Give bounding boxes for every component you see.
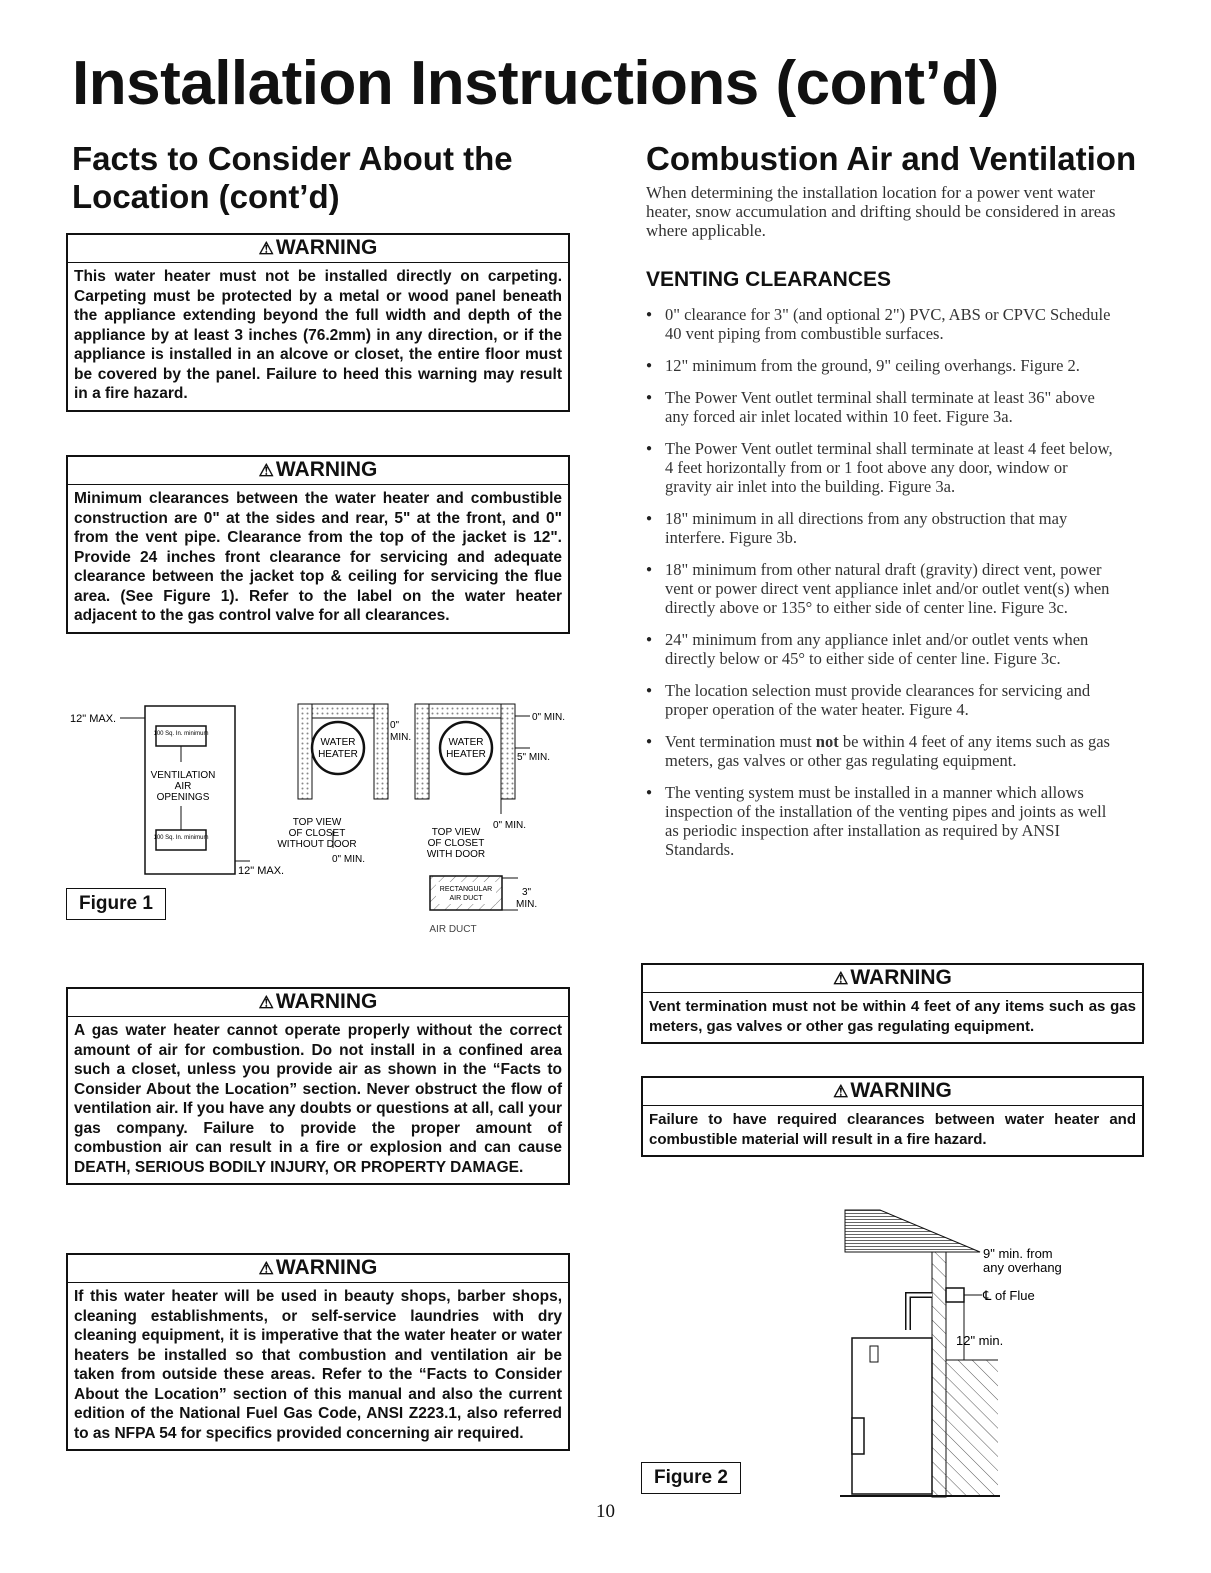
water-heater-circle-2 bbox=[440, 722, 492, 774]
heater-label-2: HEATER bbox=[318, 749, 358, 760]
warning-text: A gas water heater cannot operate properly without the correct amount of air for combustion. Do not install in a confined area such a closet, unless you provide air as shown in the “Facts to Consider About the Location” section. Never obstruct the flow of ventilation air. If you have any doubts or questions at all, call your gas company. Failure to provide the proper amount of combustion air can result in a fire or explosion and can cause DEATH, SERIOUS BODILY INJURY, OR PROPERTY DAMAGE. bbox=[74, 1022, 562, 1176]
duct-label-2: AIR DUCT bbox=[449, 895, 483, 902]
ground bbox=[946, 1360, 998, 1497]
list-item: ● 12" minimum from the ground, 9" ceiling overhangs. Figure 2. bbox=[646, 356, 1116, 375]
warning-box-fire-hazard bbox=[641, 1076, 1144, 1157]
warning-heading: ⚠WARNING bbox=[643, 965, 1142, 993]
list-item: ● The venting system must be installed in a manner which allows inspection of the installation of the venting pipes and joints as well as periodic inspection after installation as required by ANSI Standards. bbox=[646, 783, 1116, 859]
closet-wall-left bbox=[298, 704, 312, 799]
left-section-title: Facts to Consider About the Location (cont’d) bbox=[72, 140, 513, 215]
vent-box-top-label: 100 Sq. In. minimum bbox=[153, 731, 209, 737]
vent-text-3: OPENINGS bbox=[156, 792, 210, 803]
min-0-right: 0" MIN. bbox=[532, 712, 565, 723]
warning-box-combustion-air bbox=[66, 987, 570, 1185]
warning-text: Minimum clearances between the water heater and combustible construction are 0" at the sides and rear, 5" at the front, and 0" from the vent pipe. Clearance from the top of the jacket is 12". Provide 24 inches front clearance for servicing and adequate clearance between the jacket top & ceiling for servicing the flue area. (See Figure 1). Refer to the label on the water heater adjacent to the gas control valve for all clearances. bbox=[74, 490, 562, 624]
warning-text: If this water heater will be used in beauty shops, barber shops, cleaning establishments, or self-service laundries with dry cleaning equipment, it is imperative that the water heater or water heaters be installed so that combustion and ventilation air be taken from outside these areas. Refer to the “Facts to Consider About the Location” section of this manual and also the current edition of the National Fuel Gas Code, ANSI Z223.1, also referred to as NFPA 54 for specifics provided concerning air required. bbox=[74, 1288, 562, 1442]
flue-label: ℄ of Flue bbox=[983, 1288, 1035, 1303]
roof-overhang bbox=[845, 1210, 980, 1252]
warning-triangle-icon: ⚠ bbox=[833, 969, 849, 988]
list-item: ● 24" minimum from any appliance inlet and/or outlet vents when directly below or 45° to either side of center line. Figure 3c. bbox=[646, 630, 1116, 668]
figure-2-diagram bbox=[840, 1200, 1140, 1500]
overhang-label-2: any overhang bbox=[983, 1260, 1062, 1275]
caption-right-2: OF CLOSET bbox=[427, 838, 485, 849]
caption-right-3: WITH DOOR bbox=[426, 849, 486, 860]
list-item: ● 0" clearance for 3" (and optional 2") PVC, ABS or CPVC Schedule 40 vent piping from combustible surfaces. bbox=[646, 305, 1116, 343]
heater2-label-1: WATER bbox=[448, 737, 484, 748]
warning-box-clearances bbox=[66, 455, 570, 634]
min-5: 5" MIN. bbox=[517, 752, 550, 763]
ground-clearance-label: 12" min. bbox=[956, 1333, 1004, 1348]
vent-box-bottom-label: 100 Sq. In. minimum bbox=[153, 835, 209, 841]
warning-triangle-icon: ⚠ bbox=[258, 461, 274, 480]
heater2-label-2: HEATER bbox=[446, 749, 486, 760]
closet-wall-right bbox=[374, 704, 388, 799]
list-item: ● The Power Vent outlet terminal shall terminate at least 36" above any forced air inlet located within 10 feet. Figure 3a. bbox=[646, 388, 1116, 426]
warning-heading: ⚠WARNING bbox=[643, 1078, 1142, 1106]
warning-heading: ⚠WARNING bbox=[68, 989, 568, 1017]
warning-triangle-icon: ⚠ bbox=[258, 239, 274, 258]
warning-triangle-icon: ⚠ bbox=[258, 993, 274, 1012]
intro-paragraph: When determining the installation location for a power vent water heater, snow accumulation and drifting should be considered in areas where applicable. bbox=[646, 183, 1116, 240]
bottom-max-label: 12" MAX. bbox=[238, 865, 285, 877]
closet2-wall-top bbox=[415, 704, 515, 718]
vent-text-2: AIR bbox=[174, 781, 192, 792]
warning-text: Failure to have required clearances between water heater and combustible material will result in a fire hazard. bbox=[649, 1111, 1136, 1148]
page-title: Installation Instructions (cont’d) bbox=[72, 49, 999, 118]
warning-text: This water heater must not be installed directly on carpeting. Carpeting must be protected by a metal or wood panel beneath the appliance extending beyond the full width and depth of the appliance by at least 3 inches (76.2mm) in any direction, or if the appliance is installed in an alcove or closet, the entire floor must be covered by the panel. Failure to heed this warning may result in a fire hazard. bbox=[74, 268, 562, 402]
warning-heading: ⚠WARNING bbox=[68, 235, 568, 263]
list-item: ● 18" minimum in all directions from any obstruction that may interfere. Figure 3b. bbox=[646, 509, 1116, 547]
warning-box-carpeting bbox=[66, 233, 570, 412]
caption-left-3: WITHOUT DOOR bbox=[277, 839, 357, 850]
page-number: 10 bbox=[596, 1501, 615, 1522]
closet2-wall-right bbox=[501, 704, 515, 799]
caption-left-2: OF CLOSET bbox=[288, 828, 346, 839]
water-heater-circle bbox=[312, 722, 364, 774]
duct-label-4: MIN. bbox=[516, 899, 538, 910]
vent-terminal bbox=[946, 1288, 964, 1302]
duct-label-3: 3" bbox=[522, 887, 532, 898]
warning-box-beauty-shops bbox=[66, 1253, 570, 1451]
water-heater bbox=[852, 1338, 932, 1494]
min-0-c: 0" MIN. bbox=[493, 820, 526, 831]
right-section-title: Combustion Air and Ventilation bbox=[646, 140, 1137, 177]
list-item: ● Vent termination must not be within 4 feet of any items such as gas meters, gas valves or other gas regulating equipment. bbox=[646, 732, 1116, 770]
figure-2-label: Figure 2 bbox=[641, 1462, 741, 1494]
house-wall bbox=[932, 1252, 946, 1497]
duct-caption: AIR DUCT bbox=[429, 924, 477, 935]
min-0-a: 0" bbox=[390, 720, 400, 731]
caption-left-1: TOP VIEW bbox=[292, 817, 342, 828]
warning-text: Vent termination must not be within 4 feet of any items such as gas meters, gas valves or other gas regulating equipment. bbox=[649, 998, 1136, 1035]
vent-text-1: VENTILATION bbox=[150, 770, 216, 781]
min-0-b: 0" MIN. bbox=[332, 854, 365, 865]
list-item: ● 18" minimum from other natural draft (gravity) direct vent, power vent or power direct vent appliance inlet and/or outlet vent(s) when directly above or 135° to either side of center line. Figure 3c. bbox=[646, 560, 1116, 617]
venting-clearances-heading: VENTING CLEARANCES bbox=[646, 268, 892, 291]
warning-triangle-icon: ⚠ bbox=[833, 1082, 849, 1101]
list-item: ● The Power Vent outlet terminal shall terminate at least 4 feet below, 4 feet horizontally from or 1 foot above any door, window or gravity air inlet into the building. Figure 3a. bbox=[646, 439, 1116, 496]
top-max-label: 12" MAX. bbox=[70, 713, 117, 725]
figure-1-label: Figure 1 bbox=[66, 888, 166, 920]
warning-heading: ⚠WARNING bbox=[68, 1255, 568, 1283]
overhang-label-1: 9" min. from bbox=[983, 1246, 1053, 1261]
warning-triangle-icon: ⚠ bbox=[258, 1259, 274, 1278]
heater-label-1: WATER bbox=[320, 737, 356, 748]
caption-right-1: TOP VIEW bbox=[431, 827, 481, 838]
min-label: MIN. bbox=[390, 732, 412, 743]
warning-box-vent-termination bbox=[641, 963, 1144, 1044]
closet2-wall-left bbox=[415, 704, 429, 799]
list-item: ● The location selection must provide clearances for servicing and proper operation of the water heater. Figure 4. bbox=[646, 681, 1116, 719]
venting-clearances-list bbox=[646, 305, 1116, 872]
warning-heading: ⚠WARNING bbox=[68, 457, 568, 485]
duct-label-1: RECTANGULAR bbox=[439, 886, 493, 893]
